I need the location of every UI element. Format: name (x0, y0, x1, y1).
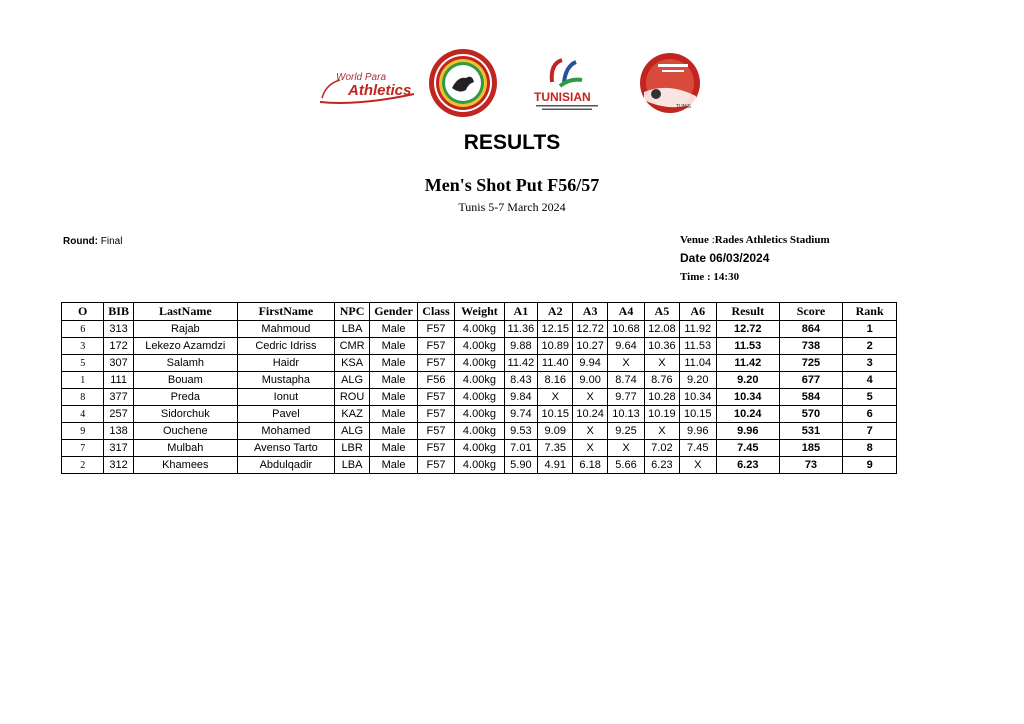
cell-a2: 7.35 (538, 440, 573, 457)
table-row (62, 389, 897, 406)
cell-rank: 4 (843, 372, 897, 389)
table-row (62, 321, 897, 338)
cell-npc: LBA (334, 321, 369, 338)
cell-weight: 4.00kg (455, 389, 505, 406)
cell-a5: 10.28 (645, 389, 679, 406)
cell-lastname: Khamees (133, 457, 237, 474)
tunisian-wordmark: TUNISIAN (534, 90, 591, 104)
cell-class: F57 (417, 389, 454, 406)
column-header-a1: A1 (504, 303, 537, 321)
column-header-weight: Weight (455, 303, 505, 321)
tunisian-subtitle-lines (536, 105, 598, 111)
cell-npc: ALG (334, 372, 369, 389)
cell-bib: 307 (104, 355, 133, 372)
cell-a1: 7.01 (504, 440, 537, 457)
cell-score: 864 (779, 321, 843, 338)
world-para-athletics-logo (312, 66, 422, 106)
cell-result: 11.53 (716, 338, 779, 355)
column-header-bib: BIB (104, 303, 133, 321)
cell-firstname: Ionut (237, 389, 334, 406)
column-header-result: Result (716, 303, 779, 321)
cell-a2: 12.15 (538, 321, 573, 338)
cell-class: F56 (417, 372, 454, 389)
cell-a5: X (645, 355, 679, 372)
cell-bib: 317 (104, 440, 133, 457)
agitos-icon (530, 52, 602, 90)
cell-rank: 3 (843, 355, 897, 372)
cell-a3: 10.24 (573, 406, 607, 423)
cell-result: 9.20 (716, 372, 779, 389)
column-header-a2: A2 (538, 303, 573, 321)
cell-score: 185 (779, 440, 843, 457)
round-label: Round: (63, 236, 98, 247)
column-header-a5: A5 (645, 303, 679, 321)
time-info (680, 271, 739, 283)
cell-lastname: Mulbah (133, 440, 237, 457)
cell-a1: 9.74 (504, 406, 537, 423)
cell-a3: X (573, 423, 607, 440)
header-row (62, 303, 897, 321)
cell-result: 7.45 (716, 440, 779, 457)
cell-a6: 9.96 (679, 423, 716, 440)
cell-bib: 313 (104, 321, 133, 338)
cell-firstname: Avenso Tarto (237, 440, 334, 457)
cell-a6: 11.92 (679, 321, 716, 338)
cell-a2: X (538, 389, 573, 406)
cell-o: 6 (62, 321, 104, 338)
cell-gender: Male (370, 372, 418, 389)
cell-a1: 8.43 (504, 372, 537, 389)
cell-result: 11.42 (716, 355, 779, 372)
time-value: 14:30 (713, 271, 740, 283)
table-row (62, 457, 897, 474)
cell-class: F57 (417, 457, 454, 474)
logo-strip (300, 44, 730, 116)
cell-score: 73 (779, 457, 843, 474)
cell-npc: LBR (334, 440, 369, 457)
cell-a1: 9.88 (504, 338, 537, 355)
cell-rank: 7 (843, 423, 897, 440)
cell-bib: 172 (104, 338, 133, 355)
cell-rank: 8 (843, 440, 897, 457)
cell-bib: 377 (104, 389, 133, 406)
cell-a2: 11.40 (538, 355, 573, 372)
column-header-o: O (62, 303, 104, 321)
page-title: RESULTS (463, 131, 561, 154)
column-header-a6: A6 (679, 303, 716, 321)
cell-a2: 4.91 (538, 457, 573, 474)
table-row (62, 406, 897, 423)
cell-rank: 1 (843, 321, 897, 338)
cell-o: 3 (62, 338, 104, 355)
cell-a4: 5.66 (607, 457, 644, 474)
venue-label: Venue (680, 234, 709, 246)
cell-bib: 312 (104, 457, 133, 474)
cell-class: F57 (417, 321, 454, 338)
cell-firstname: Mahmoud (237, 321, 334, 338)
cell-gender: Male (370, 406, 418, 423)
cell-weight: 4.00kg (455, 338, 505, 355)
cell-bib: 111 (104, 372, 133, 389)
cell-a1: 9.84 (504, 389, 537, 406)
table-row (62, 338, 897, 355)
column-header-score: Score (779, 303, 843, 321)
cell-rank: 6 (843, 406, 897, 423)
cell-a2: 10.89 (538, 338, 573, 355)
cell-weight: 4.00kg (455, 423, 505, 440)
event-logo-text: TUNIS (676, 104, 691, 110)
cell-o: 8 (62, 389, 104, 406)
cell-score: 531 (779, 423, 843, 440)
column-header-firstname: FirstName (237, 303, 334, 321)
table-row (62, 440, 897, 457)
cell-a5: 6.23 (645, 457, 679, 474)
cell-result: 10.34 (716, 389, 779, 406)
cell-a2: 10.15 (538, 406, 573, 423)
cell-gender: Male (370, 338, 418, 355)
cell-weight: 4.00kg (455, 355, 505, 372)
cell-result: 10.24 (716, 406, 779, 423)
event-dates: Tunis 5-7 March 2024 (458, 200, 566, 214)
results-table-header (62, 303, 897, 321)
column-header-lastname: LastName (133, 303, 237, 321)
column-header-npc: NPC (334, 303, 369, 321)
cell-a6: 9.20 (679, 372, 716, 389)
cell-gender: Male (370, 321, 418, 338)
column-header-a3: A3 (573, 303, 607, 321)
cell-result: 9.96 (716, 423, 779, 440)
wpa-line1: World Para (336, 72, 387, 83)
cell-lastname: Bouam (133, 372, 237, 389)
cell-lastname: Rajab (133, 321, 237, 338)
cell-a5: 7.02 (645, 440, 679, 457)
cell-a5: 10.36 (645, 338, 679, 355)
cell-a5: 8.76 (645, 372, 679, 389)
cell-result: 6.23 (716, 457, 779, 474)
cell-a6: 11.53 (679, 338, 716, 355)
cell-result: 12.72 (716, 321, 779, 338)
column-header-a4: A4 (607, 303, 644, 321)
cell-a6: 10.15 (679, 406, 716, 423)
venue-info (680, 234, 830, 246)
cell-lastname: Lekezo Azamdzi (133, 338, 237, 355)
cell-a2: 9.09 (538, 423, 573, 440)
cell-lastname: Ouchene (133, 423, 237, 440)
cell-rank: 9 (843, 457, 897, 474)
cell-a4: 10.68 (607, 321, 644, 338)
cell-score: 738 (779, 338, 843, 355)
cell-weight: 4.00kg (455, 406, 505, 423)
cell-score: 725 (779, 355, 843, 372)
cell-a4: 9.64 (607, 338, 644, 355)
cell-a1: 9.53 (504, 423, 537, 440)
cell-class: F57 (417, 406, 454, 423)
cell-a6: X (679, 457, 716, 474)
table-row (62, 372, 897, 389)
cell-class: F57 (417, 440, 454, 457)
cell-a6: 10.34 (679, 389, 716, 406)
cell-class: F57 (417, 338, 454, 355)
cell-weight: 4.00kg (455, 372, 505, 389)
cell-a4: 10.13 (607, 406, 644, 423)
cell-a3: X (573, 440, 607, 457)
cell-npc: KAZ (334, 406, 369, 423)
cell-o: 2 (62, 457, 104, 474)
cell-rank: 2 (843, 338, 897, 355)
cell-score: 677 (779, 372, 843, 389)
cell-gender: Male (370, 389, 418, 406)
cell-firstname: Mustapha (237, 372, 334, 389)
federation-emblem-icon (428, 48, 498, 118)
tunisia-federation-logo (428, 48, 498, 118)
round-info (63, 236, 122, 247)
cell-firstname: Haidr (237, 355, 334, 372)
cell-firstname: Abdulqadir (237, 457, 334, 474)
cell-a4: X (607, 440, 644, 457)
cell-a5: 12.08 (645, 321, 679, 338)
cell-a3: 6.18 (573, 457, 607, 474)
table-row (62, 423, 897, 440)
cell-a3: 12.72 (573, 321, 607, 338)
cell-gender: Male (370, 440, 418, 457)
cell-a3: 9.00 (573, 372, 607, 389)
cell-a1: 11.36 (504, 321, 537, 338)
results-table-body (62, 321, 897, 474)
cell-a2: 8.16 (538, 372, 573, 389)
date-info: Date 06/03/2024 (680, 251, 770, 265)
cell-a6: 7.45 (679, 440, 716, 457)
column-header-rank: Rank (843, 303, 897, 321)
cell-a1: 5.90 (504, 457, 537, 474)
cell-a4: 9.25 (607, 423, 644, 440)
cell-a4: X (607, 355, 644, 372)
round-value: Final (100, 236, 123, 247)
cell-weight: 4.00kg (455, 321, 505, 338)
cell-a3: X (573, 389, 607, 406)
cell-gender: Male (370, 457, 418, 474)
venue-value: Rades Athletics Stadium (714, 234, 830, 246)
cell-npc: ALG (334, 423, 369, 440)
event-name: Men's Shot Put F56/57 (424, 175, 600, 195)
cell-o: 5 (62, 355, 104, 372)
cell-firstname: Mohamed (237, 423, 334, 440)
cell-lastname: Preda (133, 389, 237, 406)
event-badge-icon (638, 52, 702, 114)
cell-npc: LBA (334, 457, 369, 474)
cell-class: F57 (417, 423, 454, 440)
cell-bib: 257 (104, 406, 133, 423)
cell-firstname: Pavel (237, 406, 334, 423)
cell-npc: CMR (334, 338, 369, 355)
tunisian-paralympic-logo (530, 52, 602, 112)
cell-o: 7 (62, 440, 104, 457)
cell-a3: 9.94 (573, 355, 607, 372)
cell-a3: 10.27 (573, 338, 607, 355)
cell-lastname: Salamh (133, 355, 237, 372)
event-logo (638, 52, 702, 114)
wpa-line2: Athletics (348, 82, 412, 99)
column-header-class: Class (417, 303, 454, 321)
cell-weight: 4.00kg (455, 457, 505, 474)
cell-a6: 11.04 (679, 355, 716, 372)
cell-o: 4 (62, 406, 104, 423)
cell-score: 570 (779, 406, 843, 423)
cell-a1: 11.42 (504, 355, 537, 372)
cell-o: 9 (62, 423, 104, 440)
cell-a5: X (645, 423, 679, 440)
cell-a4: 8.74 (607, 372, 644, 389)
cell-o: 1 (62, 372, 104, 389)
results-table (61, 302, 897, 474)
cell-firstname: Cedric Idriss (237, 338, 334, 355)
cell-class: F57 (417, 355, 454, 372)
cell-gender: Male (370, 423, 418, 440)
cell-score: 584 (779, 389, 843, 406)
cell-a4: 9.77 (607, 389, 644, 406)
cell-npc: ROU (334, 389, 369, 406)
cell-a5: 10.19 (645, 406, 679, 423)
column-header-gender: Gender (370, 303, 418, 321)
cell-lastname: Sidorchuk (133, 406, 237, 423)
cell-npc: KSA (334, 355, 369, 372)
venue-separator: : (711, 234, 715, 246)
cell-weight: 4.00kg (455, 440, 505, 457)
cell-gender: Male (370, 355, 418, 372)
cell-bib: 138 (104, 423, 133, 440)
table-row (62, 355, 897, 372)
time-label: Time : (680, 271, 711, 283)
cell-rank: 5 (843, 389, 897, 406)
